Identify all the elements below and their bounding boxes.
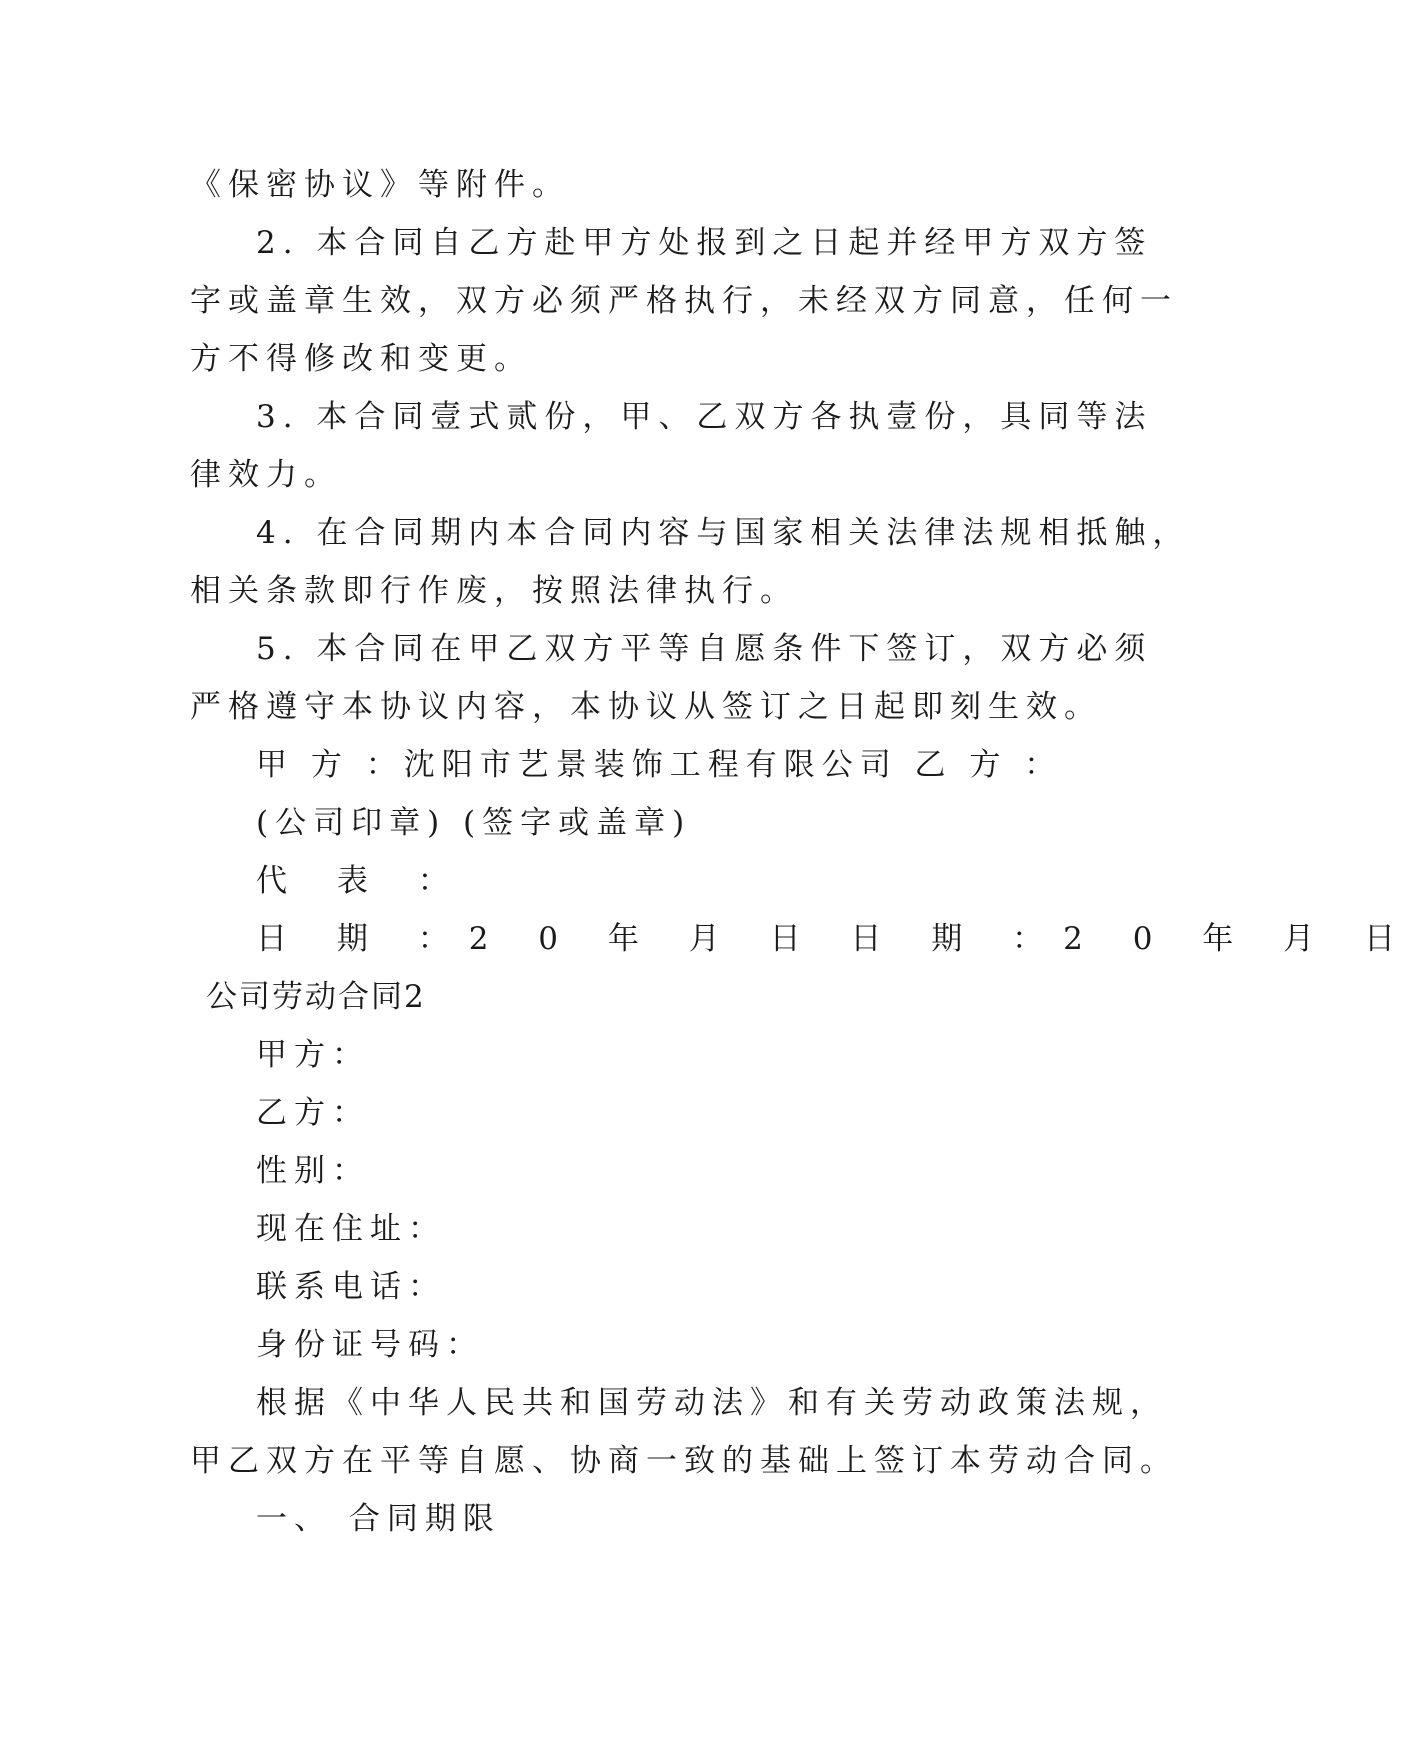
gender-field: 性别： [256,1153,370,1189]
representative-line: 代 表 ： [256,863,469,899]
clause-2-line-1: 2. 本合同自乙方赴甲方处报到之日起并经甲方双方签 [256,225,1153,261]
id-number-field: 身份证号码： [256,1327,484,1363]
clause-3-line-1: 3. 本合同壹式贰份，甲、乙双方各执壹份，具同等法 [256,399,1153,435]
section-title: 公司劳动合同2 [206,979,426,1015]
clause-2-line-3: 方不得修改和变更。 [190,341,532,377]
date-line: 日 期 ：2 0 年 月 日 日 期 ：2 0 年 月 日 [256,921,1415,957]
clause-3-line-2: 律效力。 [190,457,342,493]
phone-field: 联系电话： [256,1269,446,1305]
clause-5-line-1: 5. 本合同在甲乙双方平等自愿条件下签订，双方必须 [256,631,1153,667]
preamble-line-2: 甲乙双方在平等自愿、协商一致的基础上签订本劳动合同。 [190,1443,1178,1479]
clause-2-line-2: 字或盖章生效，双方必须严格执行，未经双方同意，任何一 [190,283,1178,319]
party-signature-line: 甲 方 ：沈阳市艺景装饰工程有限公司 乙 方 ： [256,747,1063,783]
party-a-field: 甲方： [256,1037,370,1073]
party-b-field: 乙方： [256,1095,370,1131]
heading-contract-term: 一、 合同期限 [256,1501,501,1537]
text-line: 《保密协议》等附件。 [190,167,570,203]
address-field: 现在住址： [256,1211,446,1247]
preamble-line-1: 根据《中华人民共和国劳动法》和有关劳动政策法规， [256,1385,1168,1421]
clause-4-line-2: 相关条款即行作废，按照法律执行。 [190,573,798,609]
clause-5-line-2: 严格遵守本协议内容，本协议从签订之日起即刻生效。 [190,689,1102,725]
seal-line: (公司印章) (签字或盖章) [256,805,692,841]
clause-4-line-1: 4. 在合同期内本合同内容与国家相关法律法规相抵触， [256,515,1191,551]
